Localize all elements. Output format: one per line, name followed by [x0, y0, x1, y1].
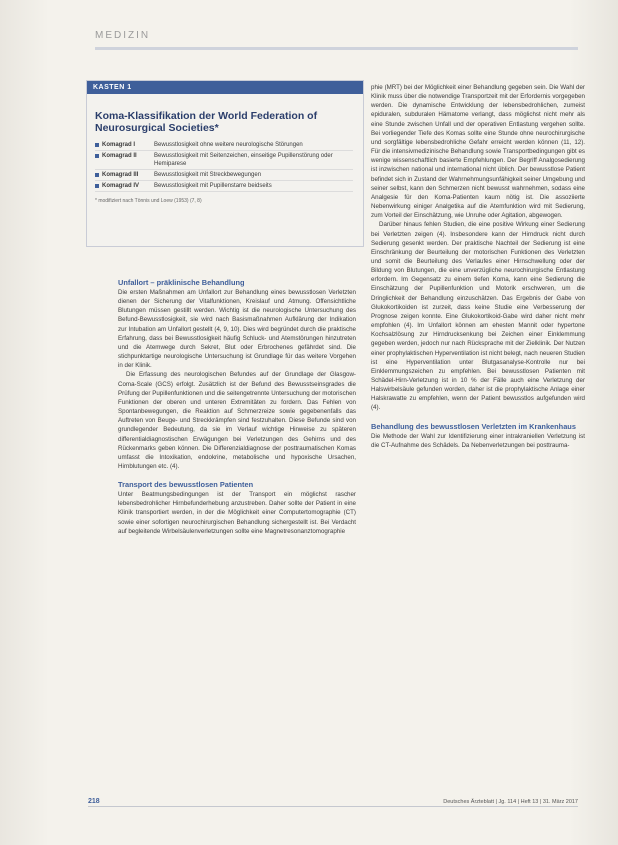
square-bullet-icon: [95, 154, 99, 158]
coma-description: Bewusstlosigkeit ohne weitere neurologische Störungen: [154, 142, 303, 148]
left-column: [118, 278, 356, 536]
coma-grade: Komagrad IV: [102, 183, 140, 189]
journal-citation: Deutsches Ärzteblatt | Jg. 114 | Heft 13 | 31. März 2017: [443, 799, 578, 805]
footer-rule: [88, 806, 578, 807]
kasten-footnote: * modifiziert nach Tönnis und Loew (1953) (7, 8): [95, 198, 202, 204]
paragraph: Darüber hinaus fehlen Studien, die eine positive Wirkung einer Sedierung bei Verletzten zeigen (4). Insbesondere kann der Hirndruck nicht durch Sedierung gesenkt werden. Der praktische Nachteil der Sedierung ist eine Einschränkung der Beurteilung der motorischen Funktionen des Verletzten und somit die Beurteilung des Verlaufes einer Hirnschwellung oder der Bildung von Blutungen, die eine unverzügliche neurochirurgische Entlastung erfordern. Im Gegensatz zu einem tiefen Koma, kann eine Sedierung die Einschätzung der Pupillenfunktion und Motorik erschweren, um die Dringlichkeit der Behandlung einzuschätzen. Das Ergebnis der Gabe von Glukokortikoiden ist zurzeit, dass keine Studie eine Verbesserung der Prognose zeigen konnte. Eine Glukokortikoid-Gabe wird daher nicht mehr empfohlen (4). Im Unfallort können am ehesten Mannit oder hypertone Kochsalzlösung zur Hirndrucksenkung bei Zeichen einer Einklemmung gegeben werden, jedoch nur nach Rücksprache mit der Zielklinik. Der Nutzen einer prophylaktischen Hyperventilation ist nicht belegt, nach neueren Studien ist eine Hyperventilation unter Blutgasanalyse-Kontrolle nur bei Einklemmungszeichen zu empfehlen. Bei bewusstlosen Patienten mit Schädel-Hirn-Verletzung ist in 10 % der Fälle auch eine Verletzung der Halswirbelsäule gefunden worden, daher ist die prophylaktische Anlage einer Halskrawatte zu empfehlen, wenn der Patient bewusstlos aufgefunden wird (4).: [371, 221, 585, 412]
coma-grade: Komagrad II: [102, 153, 137, 159]
coma-description: Bewusstlosigkeit mit Streckbewegungen: [154, 172, 262, 178]
list-item: [95, 170, 353, 181]
list-item: [95, 181, 353, 192]
paragraph: Unter Beatmungsbedingungen ist der Transport ein möglichst rascher lebensbedrohlicher Hirnbefunderhebung anzustreben. Daher sollte der Patient in eine Klinik transportiert werden, in der die Möglichkeit einer Computertomographie (CT) sowie einer sofortigen neurochirurgischen Behandlung sichergestellt ist. Bei Verdacht auf begleitende Wirbelsäulenverletzungen sollte eine Magnetresonanztomographie: [118, 491, 356, 535]
kasten-box: [86, 80, 364, 247]
coma-grade: Komagrad I: [102, 142, 136, 148]
paragraph: phie (MRT) bei der Möglichkeit einer Behandlung gegeben sein. Die Wahl der Klinik muss über die notwendige Transportzeit mit der Erfordernis vorgegeben werden. Die dynamische Entwicklung der lebensbedrohlichen, zumeist epiduralen, subduralen Hämatome verlangt, dass möglichst nicht mehr als eine Stunde zwischen Unfall und der operativen Entlastung vergehen sollte. Bei vorliegender Tiefe des Komas sollte eine Stunde ohne neurochirurgische und sorgfältige lebensbedrohliche Gefahr erreicht werden können (11, 12). Für die intensivmedizinische Behandlung sowie Transportbedingungen gibt es wenige wissenschaftlich basierte Empfehlungen. Der Begriff Analgosedierung ist inzwischen national und international nicht üblich. Der bewusstlose Patient befindet sich in Zustand der Wahrnehmungsunfähigkeit seiner Umgebung und seiner selbst, kann den Schmerzen nicht bewusst wahrnehmen, sodass eine Analgesie für den Koma-Patienten kaum nötig ist. Die assoziierte Nebenwirkung einiger Analgetika auf die Atemfunktion wird mit Sedierung, zum Vorteil der Einschätzung, wie Unruhe oder Agitation, abgewogen.: [371, 84, 585, 220]
square-bullet-icon: [95, 184, 99, 188]
kasten-title: Koma-Klassifikation der World Federation of Neurosurgical Societies*: [95, 110, 318, 134]
heading-unfallort: Unfallort – präklinische Behandlung: [118, 278, 245, 287]
list-item: [95, 151, 353, 170]
paragraph: Die Erfassung des neurologischen Befundes auf der Grundlage der Glasgow-Coma-Scale (GCS) erfolgt. Zusätzlich ist der Befund des Bewusstseinsgrades die Prüfung der Pupillenfunktionen und die seitengetrennte Untersuchung der motorischen Funktionen der oberen und unteren Extremitäten zu fordern. Das Fehlen von Spontanbewegungen, die Reaktion auf Schmerzreize sowie gegebenenfalls das Auftreten von Beuge- und Streckkrämpfen sind festzuhalten. Diese Befunde sind von grundlegender Bedeutung, da sie im Verlauf wichtige Hinweise zu späteren differentialdiagnostischen Erwägungen bei Verletzungen des Gehirns und des Rückenmarks geben können. Die Differenzialdiagnose der posttraumatischen Komas umfasst die Intoxikation, endokrine, metabolische und hypoxische Ursachen, Hirnblutungen etc. (4).: [118, 371, 356, 470]
right-column: [371, 83, 585, 450]
square-bullet-icon: [95, 173, 99, 177]
square-bullet-icon: [95, 143, 99, 147]
heading-krankenhaus: Behandlung des bewusstlosen Verletzten im Krankenhaus: [371, 421, 576, 431]
header-rule: [95, 47, 578, 50]
section-label: MEDIZIN: [95, 30, 151, 41]
heading-transport: Transport des bewusstlosen Patienten: [118, 480, 254, 490]
coma-description: Bewusstlosigkeit mit Seitenzeichen, einseitige Pupillenstörung oder Hemiparese: [154, 153, 333, 167]
coma-description: Bewusstlosigkeit mit Pupillenstarre beidseits: [154, 183, 272, 189]
kasten-list: [95, 140, 363, 192]
kasten-label: KASTEN 1: [87, 81, 363, 94]
coma-grade: Komagrad III: [102, 172, 139, 178]
page-number: 218: [88, 798, 100, 805]
paragraph: Die Methode der Wahl zur Identifizierung einer intrakraniellen Verletzung ist die CT-Aufnahme des Schädels. Da Nebenverletzungen bei posttrauma-: [371, 432, 585, 449]
list-item: [95, 140, 353, 151]
paragraph: Die ersten Maßnahmen am Unfallort zur Behandlung eines bewusstlosen Verletzten dienen der Sicherung der Vitalfunktionen, Kreislauf und Atmung. Offensichtliche Blutungen müssen gestillt werden. Wichtig ist die neurologische Untersuchung des Befund-Bewusstlosigkeit, sie wird nach Basismaßnahmen Aufklärung der Indikation zur Intubation am Unfallort gestellt (4, 9, 10). Dies wird begründet durch die praktische Erfahrung, dass bei Bewusstlosigkeit häufig Schluck- und Atemstörungen hinzutreten und die Atemwege durch Sekret, Blut oder Erbrochenes gefährdet sind. Die stichpunktartige neurologische Untersuchung ist Grundlage für das weitere Vorgehen in der Klinik.: [118, 289, 356, 370]
